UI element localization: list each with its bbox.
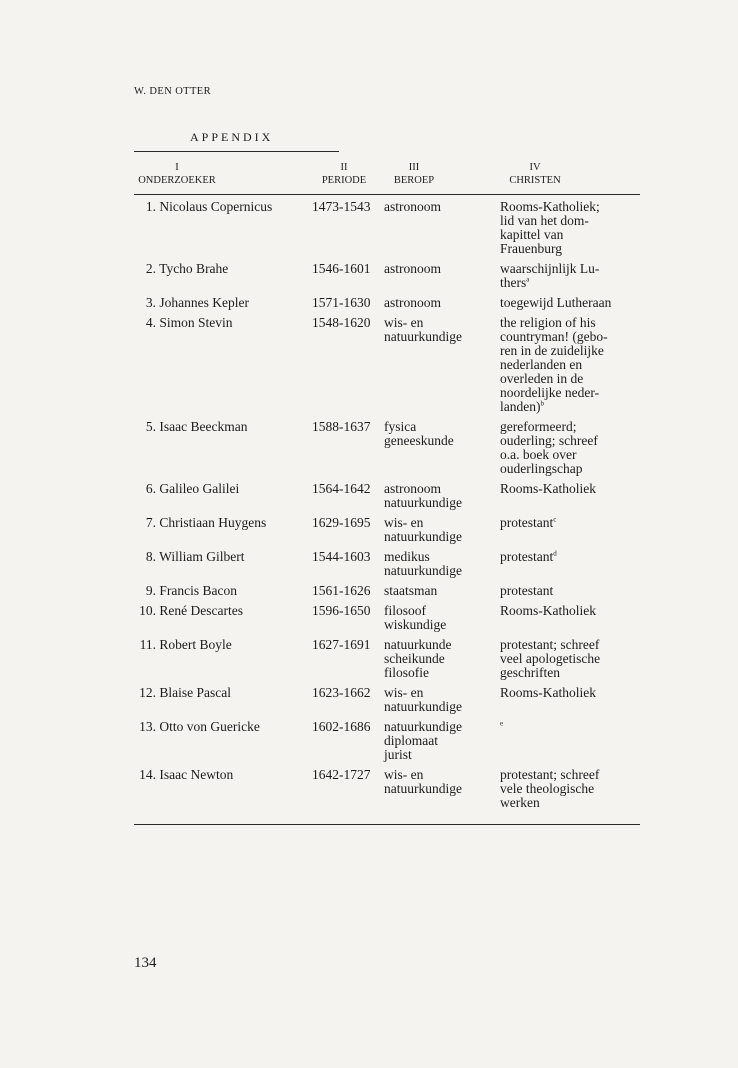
profession-line: natuurkundige: [384, 329, 462, 344]
column-label: ONDERZOEKER: [138, 175, 216, 186]
researcher-cell: [134, 768, 312, 816]
column-label: CHRISTEN: [509, 175, 561, 186]
profession-line: natuurkunde: [384, 637, 452, 652]
researcher-cell: [134, 516, 312, 550]
christian-text: waarschijnlijk Lu-: [500, 261, 600, 276]
christian-line: [500, 768, 642, 782]
column-label: BEROEP: [393, 175, 435, 186]
table-row: [134, 720, 642, 768]
christian-line: [500, 782, 642, 796]
profession-line: wis- en: [384, 515, 424, 530]
researcher-cell: [134, 604, 312, 638]
christian-line: [500, 358, 642, 372]
researcher-name: Francis Bacon: [159, 583, 237, 598]
christian-cell: [500, 584, 642, 604]
profession-line: scheikunde: [384, 651, 445, 666]
researcher-cell: [134, 550, 312, 584]
row-number: 9.: [145, 583, 156, 598]
christian-text: overleden in de: [500, 371, 584, 386]
christian-cell: [500, 316, 642, 420]
footnote-marker: e: [500, 719, 504, 728]
table-row: [134, 550, 642, 584]
profession-cell: [384, 686, 500, 720]
column-label: PERIODE: [321, 175, 367, 186]
christian-line: [500, 604, 642, 618]
christian-text: Rooms-Katholiek: [500, 685, 596, 700]
profession-line: natuurkundige: [384, 781, 462, 796]
christian-text: protestant: [500, 515, 554, 530]
column-number: II: [340, 162, 348, 173]
profession-cell: [384, 638, 500, 686]
period-cell: 1473-1543: [312, 199, 371, 214]
table-row: [134, 768, 642, 816]
christian-text: the religion of his: [500, 315, 596, 330]
profession-cell: [384, 200, 500, 262]
row-number: 3.: [145, 295, 156, 310]
christian-line: [500, 462, 642, 476]
christian-text: landen): [500, 399, 541, 414]
profession-line: fysica: [384, 419, 417, 434]
table-row: [134, 262, 642, 296]
profession-line: wis- en: [384, 685, 424, 700]
row-number: 7.: [145, 515, 156, 530]
profession-cell: [384, 482, 500, 516]
appendix-table-body: [134, 200, 642, 816]
christian-text: vele theologische: [500, 781, 595, 796]
christian-cell: [500, 686, 642, 720]
table-row: [134, 686, 642, 720]
footnote-marker: d: [553, 549, 557, 558]
profession-cell: [384, 420, 500, 482]
profession-line: filosoof: [384, 603, 426, 618]
profession-line: natuurkundige: [384, 563, 462, 578]
christian-cell: [500, 420, 642, 482]
profession-cell: [384, 720, 500, 768]
table-row: [134, 200, 642, 262]
researcher-cell: [134, 720, 312, 768]
researcher-name: Isaac Beeckman: [159, 419, 248, 434]
table-row: [134, 516, 642, 550]
period-cell: 1642-1727: [312, 767, 371, 782]
christian-text: o.a. boek over: [500, 447, 577, 462]
researcher-name: Johannes Kepler: [159, 295, 249, 310]
profession-line: wis- en: [384, 767, 424, 782]
christian-text: toegewijd Lutheraan: [500, 295, 612, 310]
christian-text: protestant: [500, 549, 554, 564]
row-number: 11.: [139, 637, 156, 652]
researcher-name: Simon Stevin: [159, 315, 233, 330]
row-number: 4.: [145, 315, 156, 330]
period-cell: 1629-1695: [312, 515, 371, 530]
researcher-cell: [134, 316, 312, 420]
christian-line: [500, 482, 642, 496]
christian-line: [500, 720, 642, 734]
christian-text: werken: [500, 795, 540, 810]
researcher-name: William Gilbert: [159, 549, 245, 564]
period-cell: 1564-1642: [312, 481, 371, 496]
row-number: 2.: [145, 261, 156, 276]
row-number: 1.: [145, 199, 156, 214]
period-cell: 1544-1603: [312, 549, 371, 564]
christian-line: [500, 638, 642, 652]
profession-line: natuurkundige: [384, 529, 462, 544]
researcher-name: Blaise Pascal: [159, 685, 231, 700]
appendix-title: APPENDIX: [190, 130, 274, 144]
christian-text: Frauenburg: [500, 241, 562, 256]
christian-line: [500, 296, 642, 310]
page-number: 134: [134, 955, 157, 971]
christian-line: [500, 584, 642, 598]
profession-line: jurist: [384, 747, 412, 762]
profession-cell: [384, 516, 500, 550]
researcher-cell: [134, 686, 312, 720]
table-row: [134, 420, 642, 482]
researcher-name: Robert Boyle: [159, 637, 232, 652]
christian-text: ren in de zuidelijke: [500, 343, 604, 358]
column-header-onderzoeker: [134, 161, 220, 187]
profession-line: natuurkundige: [384, 699, 462, 714]
row-number: 14.: [139, 767, 156, 782]
footnote-marker: b: [540, 399, 544, 408]
profession-cell: [384, 296, 500, 316]
profession-cell: [384, 604, 500, 638]
header-rule: [134, 194, 640, 195]
column-header-periode: [312, 161, 376, 187]
christian-cell: [500, 516, 642, 550]
christian-line: [500, 330, 642, 344]
table-row: [134, 584, 642, 604]
christian-text: geschriften: [500, 665, 560, 680]
christian-cell: [500, 482, 642, 516]
christian-text: veel apologetische: [500, 651, 601, 666]
christian-cell: [500, 262, 642, 296]
christian-line: [500, 242, 642, 256]
table-bottom-rule: [134, 824, 640, 825]
period-cell: 1546-1601: [312, 261, 371, 276]
researcher-name: Otto von Guericke: [159, 719, 260, 734]
researcher-name: Nicolaus Copernicus: [159, 199, 273, 214]
researcher-name: Christiaan Huygens: [159, 515, 267, 530]
profession-cell: [384, 262, 500, 296]
researcher-cell: [134, 420, 312, 482]
christian-text: kapittel van: [500, 227, 564, 242]
profession-line: astronoom: [384, 199, 441, 214]
researcher-name: René Descartes: [159, 603, 243, 618]
appendix-table: [134, 200, 642, 816]
row-number: 8.: [145, 549, 156, 564]
profession-line: astronoom: [384, 481, 441, 496]
table-row: [134, 482, 642, 516]
footnote-marker: a: [526, 275, 530, 284]
profession-cell: [384, 550, 500, 584]
christian-line: [500, 420, 642, 434]
period-cell: 1623-1662: [312, 685, 371, 700]
profession-line: staatsman: [384, 583, 438, 598]
christian-cell: [500, 296, 642, 316]
christian-line: [500, 448, 642, 462]
christian-text: ouderlingschap: [500, 461, 583, 476]
christian-line: [500, 228, 642, 242]
christian-line: [500, 386, 642, 400]
christian-line: [500, 200, 642, 214]
christian-text: thers: [500, 275, 527, 290]
christian-text: Rooms-Katholiek: [500, 603, 596, 618]
period-cell: 1561-1626: [312, 583, 371, 598]
period-cell: 1596-1650: [312, 603, 371, 618]
christian-text: protestant; schreef: [500, 767, 600, 782]
christian-line: [500, 666, 642, 680]
profession-line: medikus: [384, 549, 430, 564]
profession-line: geneeskunde: [384, 433, 454, 448]
researcher-cell: [134, 482, 312, 516]
period-cell: 1588-1637: [312, 419, 371, 434]
christian-text: gereformeerd;: [500, 419, 577, 434]
column-header-beroep: [384, 161, 444, 187]
profession-line: wis- en: [384, 315, 424, 330]
christian-text: nederlanden en: [500, 357, 583, 372]
researcher-name: Galileo Galilei: [159, 481, 240, 496]
christian-line: [500, 276, 642, 290]
period-cell: 1602-1686: [312, 719, 371, 734]
researcher-cell: [134, 262, 312, 296]
christian-line: [500, 372, 642, 386]
row-number: 5.: [145, 419, 156, 434]
christian-text: lid van het dom-: [500, 213, 589, 228]
period-cell: 1627-1691: [312, 637, 371, 652]
table-row: [134, 316, 642, 420]
column-number: I: [175, 162, 179, 173]
column-number: IV: [529, 162, 541, 173]
christian-cell: [500, 604, 642, 638]
row-number: 10.: [139, 603, 156, 618]
christian-text: countryman! (gebo-: [500, 329, 608, 344]
appendix-title-rule: [134, 151, 339, 152]
researcher-name: Isaac Newton: [159, 767, 234, 782]
profession-line: wiskundige: [384, 617, 447, 632]
christian-text: noordelijke neder-: [500, 385, 600, 400]
profession-line: astronoom: [384, 295, 441, 310]
christian-text: Rooms-Katholiek: [500, 481, 596, 496]
table-row: [134, 604, 642, 638]
christian-cell: [500, 200, 642, 262]
christian-line: [500, 214, 642, 228]
running-head: W. DEN OTTER: [134, 86, 212, 97]
profession-cell: [384, 768, 500, 816]
christian-line: [500, 652, 642, 666]
researcher-cell: [134, 638, 312, 686]
profession-cell: [384, 316, 500, 420]
christian-line: [500, 550, 642, 564]
profession-line: diplomaat: [384, 733, 438, 748]
row-number: 12.: [139, 685, 156, 700]
row-number: 6.: [145, 481, 156, 496]
christian-line: [500, 316, 642, 330]
christian-cell: [500, 720, 642, 768]
researcher-cell: [134, 200, 312, 262]
profession-line: natuurkundige: [384, 719, 462, 734]
christian-line: [500, 516, 642, 530]
researcher-name: Tycho Brahe: [159, 261, 229, 276]
christian-text: protestant: [500, 583, 554, 598]
christian-line: [500, 434, 642, 448]
christian-cell: [500, 768, 642, 816]
period-cell: 1548-1620: [312, 315, 371, 330]
profession-line: natuurkundige: [384, 495, 462, 510]
christian-line: [500, 400, 642, 414]
profession-line: filosofie: [384, 665, 429, 680]
christian-line: [500, 796, 642, 810]
column-header-christen: [500, 161, 570, 187]
christian-line: [500, 686, 642, 700]
christian-text: Rooms-Katholiek;: [500, 199, 600, 214]
christian-line: [500, 262, 642, 276]
christian-text: ouderling; schreef: [500, 433, 598, 448]
profession-cell: [384, 584, 500, 604]
christian-cell: [500, 638, 642, 686]
christian-cell: [500, 550, 642, 584]
researcher-cell: [134, 296, 312, 316]
christian-line: [500, 344, 642, 358]
researcher-cell: [134, 584, 312, 604]
table-row: [134, 638, 642, 686]
table-row: [134, 296, 642, 316]
footnote-marker: c: [553, 515, 557, 524]
period-cell: 1571-1630: [312, 295, 371, 310]
profession-line: astronoom: [384, 261, 441, 276]
column-number: III: [408, 162, 420, 173]
christian-text: protestant; schreef: [500, 637, 600, 652]
row-number: 13.: [139, 719, 156, 734]
